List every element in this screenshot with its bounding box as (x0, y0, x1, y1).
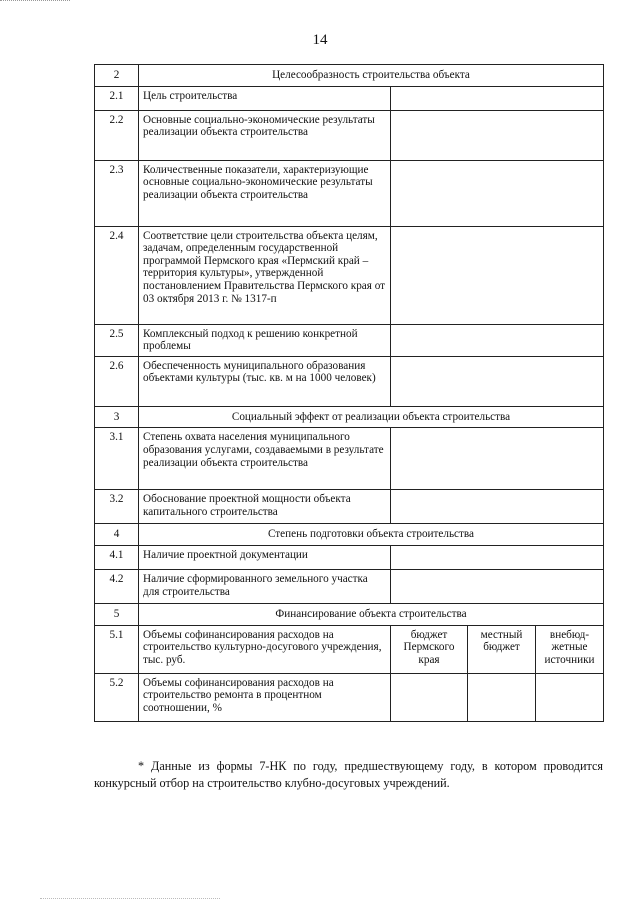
scan-artifact-bottom (40, 898, 220, 901)
subheader-regional-budget: бюджет Пермского края (391, 625, 468, 673)
value-cell (391, 324, 604, 356)
table-row (95, 110, 604, 160)
row-number: 2.4 (95, 226, 139, 324)
row-label: Объемы софинансирования расходов на строительство ремонта в процентном соотношении, % (139, 673, 391, 721)
row-label: Наличие проектной документации (139, 545, 391, 569)
row-number: 5.2 (95, 673, 139, 721)
table-row (95, 324, 604, 356)
scan-artifact-top (0, 0, 70, 4)
section-number: 5 (95, 603, 139, 625)
section-title: Степень подготовки объекта строительства (139, 524, 604, 546)
table-row (95, 356, 604, 406)
value-cell (391, 490, 604, 524)
section-number: 4 (95, 524, 139, 546)
section-title: Социальный эффект от реализации объекта строительства (139, 406, 604, 428)
table-row (95, 673, 604, 721)
value-cell-extrabudgetary (536, 673, 604, 721)
section-row (95, 603, 604, 625)
table-row (95, 625, 604, 673)
section-title: Целесообразность строительства объекта (139, 65, 604, 87)
row-label: Объемы софинансирования расходов на строительство культурно-досугового учреждения, тыс. руб. (139, 625, 391, 673)
row-number: 5.1 (95, 625, 139, 673)
subheader-local-budget: местный бюджет (468, 625, 536, 673)
row-number: 2.3 (95, 160, 139, 226)
row-number: 3.2 (95, 490, 139, 524)
value-cell (391, 569, 604, 603)
section-row (95, 406, 604, 428)
row-label: Обеспеченность муниципального образования объектами культуры (тыс. кв. м на 1000 человек) (139, 356, 391, 406)
row-label: Обоснование проектной мощности объекта капитального строительства (139, 490, 391, 524)
row-number: 2.6 (95, 356, 139, 406)
page-number: 14 (312, 32, 328, 48)
table-row (95, 226, 604, 324)
row-number: 3.1 (95, 428, 139, 490)
table-row (95, 490, 604, 524)
table-row (95, 569, 604, 603)
value-cell (391, 356, 604, 406)
section-row (95, 65, 604, 87)
value-cell (391, 86, 604, 110)
table-row (95, 86, 604, 110)
table-row (95, 428, 604, 490)
value-cell (391, 428, 604, 490)
row-label: Цель строительства (139, 86, 391, 110)
value-cell (391, 160, 604, 226)
row-label: Наличие сформированного земельного участка для строительства (139, 569, 391, 603)
value-cell-regional (391, 673, 468, 721)
value-cell (391, 110, 604, 160)
table-row (95, 160, 604, 226)
subheader-extrabudgetary: внебюд-жетные источники (536, 625, 604, 673)
value-cell (391, 226, 604, 324)
value-cell (391, 545, 604, 569)
table-row (95, 545, 604, 569)
section-number: 3 (95, 406, 139, 428)
footnote: * Данные из формы 7-НК по году, предшествующему году, в котором проводится конкурсный отбор на строительство клубно-досуговых учреждений. (94, 759, 603, 790)
row-label: Соответствие цели строительства объекта целям, задачам, определенным государственной программой Пермского края «Пермский край – территория культуры», утвержденной постановлением Правительства Пермского края от 03 октября 2013 г. № 1317-п (139, 226, 391, 324)
row-number: 4.1 (95, 545, 139, 569)
criteria-table (94, 64, 604, 722)
section-row (95, 524, 604, 546)
row-label: Основные социально-экономические результаты реализации объекта строительства (139, 110, 391, 160)
value-cell-local (468, 673, 536, 721)
row-number: 2.1 (95, 86, 139, 110)
row-number: 4.2 (95, 569, 139, 603)
section-title: Финансирование объекта строительства (139, 603, 604, 625)
row-label: Комплексный подход к решению конкретной проблемы (139, 324, 391, 356)
row-label: Степень охвата населения муниципального образования услугами, создаваемыми в результате реализации объекта строительства (139, 428, 391, 490)
row-label: Количественные показатели, характеризующие основные социально-экономические результаты реализации объекта строительства (139, 160, 391, 226)
section-number: 2 (95, 65, 139, 87)
row-number: 2.2 (95, 110, 139, 160)
row-number: 2.5 (95, 324, 139, 356)
